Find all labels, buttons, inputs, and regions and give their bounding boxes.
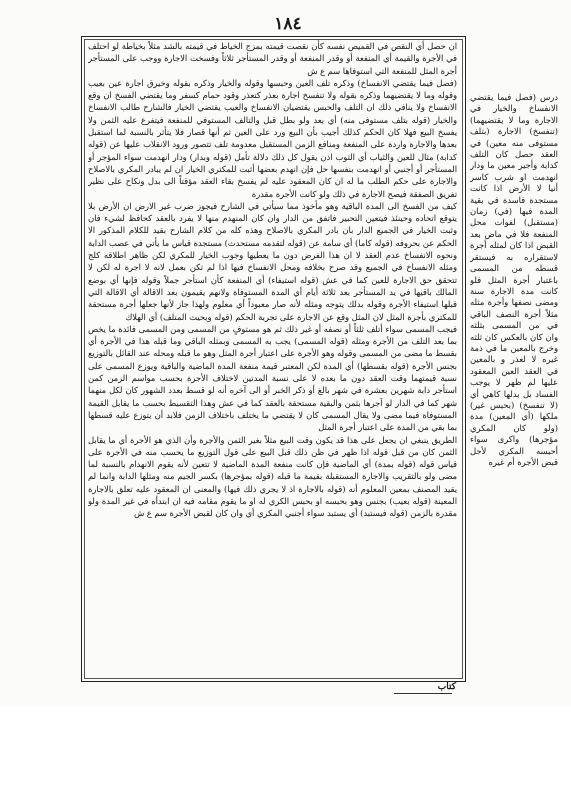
main-paragraph: فيجب المسمى سواء أتلف ثلثاً أو نصفه أو غير ذلك ثم هو مستوفٍ من المسمى ومن المسمى فائدة ما يخص بما بعد التلف من الأجرة ومثله (قوله المسمى) يجب به المسمى وبمثله الباقي وما قبله هذا في الأجرة أي بقسط ما مضى من المسمى وقوله وهو الأجرة على اعتبار أجرة المثل وهو ما قبله ومحله عند القائل بالتوزيع بجنس الأجرة (قوله بقسطها) أي المدة لكن المعتبر قيمة منفعة المدة الماضية والباقية ويوزع المسمى على نسبة قيمتهما وقت العقد دون ما بعده لا على نسبة المدتين لاختلاف الأجرة بحسب مواسم الزمن كمن استأجر دابة شهرين بعشرة في شهر بالغ أو ذكر الخبر أو الى آخره أنه لو قسط بعدد الشهور كان لكل منهما شهر كما في الدار لو آجرها بثمن والبقية مستحقة بالعقد كما في عش وهذا التقسيط بحسب ما يقابل القيمة المستوفاة فيما مضى ولا يقال المسمى كان لا يقتضي ما يختلف باختلاف الزمن فلابد أن يتوزع عليه قسطها بما بقي من المدة على اعتبار أجرة المثل — [88, 323, 457, 433]
main-paragraph: الطريق ينبغي ان يجعل على هذا قد يكون وقت البيع مثلاً بغير الثمن والأجرة وأن الذي هو الأجرة أي ما يقابل الثمن كان من قبل قوله اذا ظهر في ظن ذلك قبل البيع على قول التوزيع ما يحسب منه في الأجرة على قياس قوله (قوله بمدة) أي الماضية فإن كانت منفعة المدة الماضية لا تتعين لأنه يقوم الانهدام بالنسبة لما مضى ولو بالتقريب والاجارة المستقبلة بقيمة ما قبله (قوله بمؤجرها) بكسر الجيم منه ومثلها الدابة وانما لم يقيد المصنف بمعين المعلوم أنه (قوله بالاجارة اذ لا يجري ذلك فيها) والمعنى ان المعقود عليه تعلق بالاجارة المعينة (قوله بعيب) بجنس وهو بحبسه او بحبس الكري له او ما يقوم مقامه فيه ان ابتدأه في غير المدة ولو مقدرة بالزمن (قوله فيستبد) أي يستبد سواء أجنبي المكري أي وان كان لقبض الأجرة سم ع ش — [88, 434, 457, 519]
margin-paragraph: درس (فصل فيما يقتضي الانفساخ والخيار في الاجارة وما لا يقتضيهما) (تنفسخ) الاجارة (بتلف مستوفى منه معين) في العقد حصل كان التلف كدابة وأجير معين ما ودار انهدمت او شرب كاسر أنيا لا الأرض اذا كانت مستجدة فاسدة في بقية المدة فيها (في) زمان (مستقبل) لفوات محل المنفعة فلا في ماض بعد القبض اذا كان لمثله أجرة لاستقراره به فيستقر قسطه من المسمى باعتبار أجرة المثل فلو كانت مدة الاجارة سنة ومضى نصفها وأجرة مثله مثلاً أجرة النصف الباقي في من المسمى بثلثه وان كان بالعكس كان ثلثه وخرج بالمعين ما في ذمة غيره لا لعذر و بالمعين في العقد العين المعقود عليها لم ظهر لا يوجب الفساد بل بدلها كاهي أي (لا تنفسخ) (بحبس غير) ملكها (أي المعين) مدة (ولو كان المكري مؤجرها) واكرى سواء أحبسه المكري لأجل قبض الأجرة أم غيره — [470, 92, 558, 467]
catchword: كتاب — [437, 682, 456, 692]
page-number: ١٨٤ — [274, 14, 302, 34]
main-paragraph: (فصل فيما يقتضي الانفساخ) وذكره تلف العين وحبسها وقوله والخيار وذكره بقوله وخيرق اجارة عين بعيب وقوله وما لا يقتضيهما وذكره بقوله ولا تنفسخ اجارة بعذر كتعذر وقود حمام كسفر وما يقتضي الفسخ ان وقع الانفساخ ولا ينافي ذلك ان التلف والحبس يقتضيان الانفساخ والعيب يقتضي الخيار فالشارح طالب الانفساخ والخيار (قوله بتلف مستوفى منه) أي بعد ولو بطل قبل والتالف المستوفي للمنفعة فيتفرع عليه الثمن ولا يفسخ البيع فهلا كان الحكم كذلك أجيب بأن البيع ورد على العين ثم أنها قصار فلا يتأثر بالنسبة لما استقبل بعدها والاجارة واردة على المنفعة ومنافع الزمن المستقبل معدومة تلف تتصور ورود الانقلاب عليها عن (قوله كدابة) مثال للعين والثياب أي الثوب اذن يقول كل ذلك دلالة تأمل (قوله وبدار) ودار انهدمت سواء المؤجر أو المستأجر أو أجنبي أو انهدمت بنفسها حل فإن انهدم بعضها أثبت للمكتري الخيار ان لم يبادر المكري بالاصلاح والاجارة على حكم الطلب ما له ان كان المعقود عليه لم يفسخ بقاء العقد مؤقتاً الى بدل ونكاح على نظير تفريق الصفقة فيصح الاجارة في ذلك ولو كانت الأجرة مقدرة — [88, 77, 457, 199]
main-paragraph: ان حصل أي النقص في القميص نفسه كأن نقصت قيمته بمزج الخياط في قيمته بالشد مثلاً بخياطة لو احتلف في الأجرة والقيمة أي المنفعة أو وقدر المنفعة أو وقدر المستأجر ثلاثاً وفسخت الاجارة ووجب على المستأجر أجرة المثل للمنفعة التي استوفاها سم ع ش — [88, 41, 457, 76]
catchword-underline — [394, 693, 452, 694]
page-bottom-margin — [0, 705, 571, 801]
margin-matn-text — [470, 92, 558, 682]
main-commentary-text — [88, 40, 457, 674]
main-paragraph: كيف من الفسخ الى المدة الباقية وهو مأخوذ مما سيأتي في الشارح فيجوز ضرب غير الارض ان الأرض بلا يتوقع اتحاده وحينئذ فيتعين التحبير فاتفق من الدار وان كان المنهدم منها لا يفرد بالعقد كحافظ لشيء فان وثبت الخيار في الجميع الدار بان بادر المكري بالاصلاح وهذه كله من كلام الشارح بقيد للكلام المذكور الا الحكم عن بحروفه (قوله كاما) أي سامة عن (قوله لتقدمه مستحدث) مستجدة قياس ما يأتي في عصب الدابة ونحوه الانفساخ عدم العقد لا ان هذا الفرض دون ما يعطيها وجوب الخيار للمكري لكن ظاهر اطلاقه كلج ومثله الانفساخ في الجميع وقد صرح بخلافه ومحل الانفساخ فيها اذا لم تكن بعمل لانه لا اجرة له لكن لا تتحقق حق الاجارة للعين كما في عش (قوله استيفاء) أي المنفعة كأن استأجر جملاً وقوله فإنها أي بوضع المالك باقيها في يد المستأجر بعد ثلاثة أيام أي المدة المستوفاة ولانهم يقيمون بعد الاقالة أي الاقالة التي قبلها استيفاء الأجرة وقوله بدلك يتوجه ومثله لأنه صار معبوداً أي معلوم ولهذا جاز لأنها جعلها أجرة مستحقة للمكتري بأجرة المثل لان المثل وقع عن الاجارة على تجربة الحكم (قوله وبحيث المتلف) أي الهلاك — [88, 200, 457, 322]
